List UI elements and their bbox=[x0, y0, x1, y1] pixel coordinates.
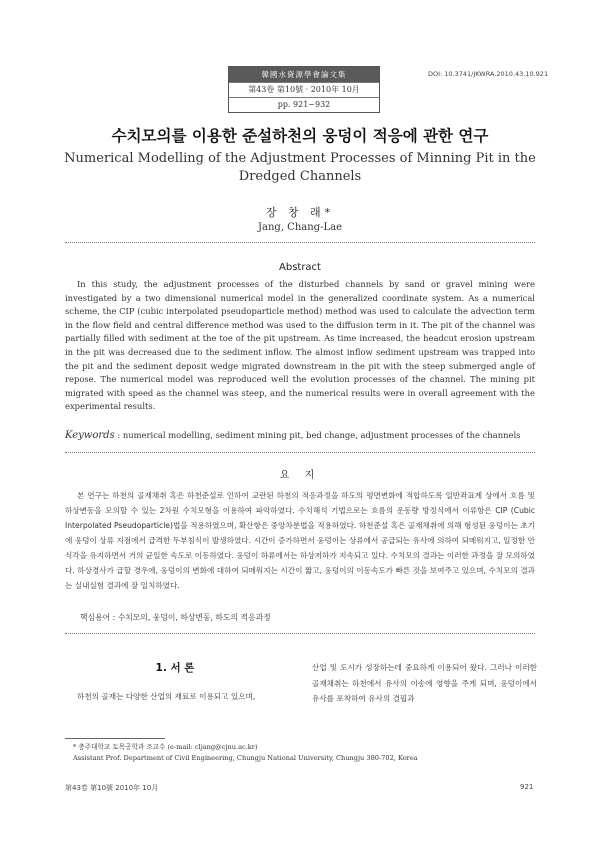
doi-text: DOI: 10.3741/JKWRA.2010.43.10.921 bbox=[428, 70, 549, 78]
intro-left-text: 하천의 골재는 다양한 산업의 재료로 이용되고 있으며, bbox=[77, 692, 256, 701]
keywords-text: : numerical modelling, sediment mining pit, bed change, adjustment processes of the channels bbox=[117, 430, 521, 440]
keywords-label: Keywords bbox=[65, 430, 115, 441]
footer-journal-issue: 第43卷 第10號 2010年 10月 bbox=[65, 784, 159, 792]
keywords-line bbox=[65, 430, 540, 441]
korean-abstract-text: 본 연구는 하천의 골재채취 혹은 하천준설로 인하여 교란된 하천의 적응과정을 하도의 평면변화에 적합하도록 일반좌표계 상에서 흐름 및 하상변동을 모의할 수 있는 2차원 수치모형을 이용하여 파악하였다. 수치해석 기법으로는 흐름의 운동량 방정식에서 이류항은 CIP (Cubic Interpolated Pseudoparticle)법을 적용하였으며, 확산항은 중앙차분법을 적용하였다. 하천준설 혹은 골재채취에 의해 형성된 웅덩이는 초기에 웅덩이 상류 지점에서 급격한 두부침식이 발생하였다. 시간이 증가하면서 웅덩이는 상류에서 공급되는 유사에 의하여 되메워지고, 일정한 안식각을 유지하면서 거의 균일한 속도로 이동하였다. 웅덩이 하류에서는 하상저하가 지속되고 있다. 수치모의 결과는 이러한 과정을 잘 모의하였다. 하상경사가 급할 경우에, 웅덩이의 변화에 대하여 되메워지는 시간이 짧고, 웅덩이의 이동속도가 빠른 것을 보여주고 있으며, 수치모의 결과는 실내실험 결과에 잘 일치하였다. bbox=[65, 491, 535, 590]
korean-abstract-heading: 요 지 bbox=[279, 470, 321, 481]
divider bbox=[65, 633, 535, 634]
footnote-line-english: Assistant Prof. Department of Civil Engineering, Chungju National University, Chungju 380-702, Korea bbox=[73, 754, 418, 762]
page-range: pp. 921~932 bbox=[229, 97, 379, 112]
volume-issue: 第43卷 第10號 · 2010年 10月 bbox=[229, 82, 379, 97]
footnote-rule bbox=[65, 738, 165, 739]
author-korean: 장 창 래* bbox=[265, 206, 335, 219]
author-english: Jang, Chang-Lae bbox=[258, 222, 342, 233]
abstract-text: In this study, the adjustment processes of the disturbed channels by sand or gravel mining were investigated by a two dimensional numerical model in the generalized coordinate system. As a numerical scheme, the CIP (cubic interpolated pseudoparticle method) method was used to calculate the advection term in the flow field and central difference method was used to the diffusion term in it. The pit of the channel was partially filled with sediment at the toe of the pit upstream. As time increased, the headcut erosion upstream in the pit was decreased due to the sediment inflow. The almost inflow sediment upstream was trapped into the pit and the sediment deposit wedge migrated downstream in the pit with the steep submerged angle of repose. The numerical model was reproduced well the evolution processes of the channel. The mining pit migrated with speed as the channel was steep, and the numerical results were in overall agreement with the experimental results. bbox=[65, 279, 535, 412]
journal-name: 韓國水資源學會論文集 bbox=[229, 67, 379, 82]
core-terms: 핵심용어 : 수치모의, 웅덩이, 하상변동, 하도의 적응과정 bbox=[80, 613, 271, 622]
divider bbox=[65, 452, 535, 453]
title-korean: 수치모의를 이용한 준설하천의 웅덩이 적응에 관한 연구 bbox=[111, 127, 489, 145]
footnote-line-korean: * 충주대학교 토목공학과 조교수 (e-mail: cljang@cjnu.ac.kr) bbox=[73, 743, 258, 751]
divider bbox=[65, 242, 535, 243]
intro-right-text: 산업 및 도시가 성장하는데 중요하게 이용되어 왔다. 그러나 이러한 골재채취는 하천에서 유사의 이송에 영향을 주게 되며, 웅덩이에서 유사를 포착하여 유사의 결핍과 bbox=[312, 663, 537, 704]
title-english: Numerical Modelling of the Adjustment Processes of Minning Pit in the Dredged Channels bbox=[64, 151, 536, 184]
intro-heading: 1. 서 론 bbox=[155, 662, 195, 674]
page-number: 921 bbox=[520, 783, 534, 791]
footnote bbox=[73, 742, 418, 764]
journal-info-box bbox=[228, 66, 380, 113]
abstract-heading: Abstract bbox=[279, 262, 321, 273]
